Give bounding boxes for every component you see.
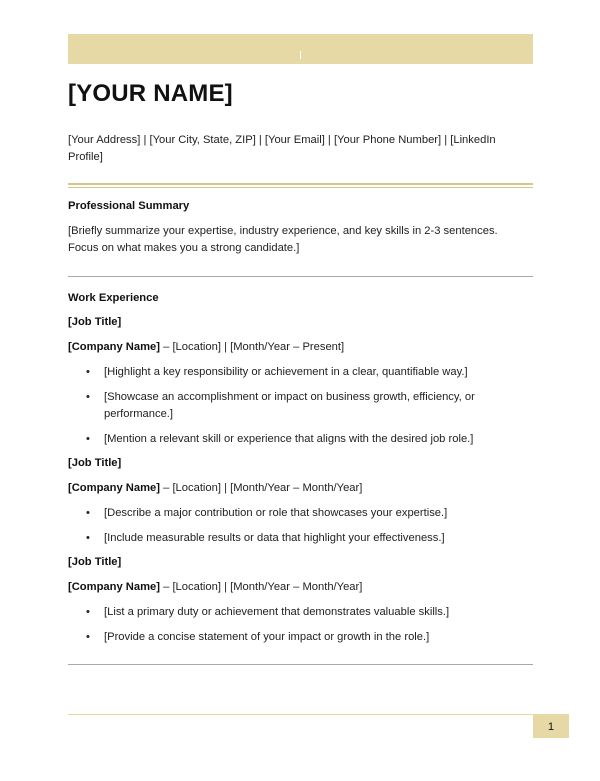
company-name: [Company Name] [68, 482, 161, 494]
list-item: • [Include measurable results or data that highlight your effectiveness.] [86, 530, 506, 547]
footer-divider [68, 714, 533, 715]
header-band [68, 34, 533, 64]
job-bullets [86, 364, 506, 448]
work-experience-heading: Work Experience [68, 292, 159, 304]
section-divider [68, 664, 533, 665]
job-details: – [Location] | [Month/Year – Month/Year] [160, 581, 363, 593]
contact-info: [Your Address] | [Your City, State, ZIP] | [Your Email] | [Your Phone Number] | [LinkedIn Profile] [68, 134, 496, 163]
job-title: [Job Title] [68, 556, 122, 568]
header-divider [68, 183, 533, 189]
list-item: • [Provide a concise statement of your impact or growth in the role.] [86, 629, 506, 646]
job-title: [Job Title] [68, 457, 122, 469]
job-bullets [86, 505, 506, 547]
company-line [68, 581, 362, 593]
list-item: • [Showcase an accomplishment or impact on business growth, efficiency, or performance.] [86, 389, 506, 423]
job-title: [Job Title] [68, 316, 122, 328]
list-item: • [Mention a relevant skill or experience that aligns with the desired job role.] [86, 431, 506, 448]
summary-heading: Professional Summary [68, 200, 190, 212]
page-number: 1 [533, 714, 569, 738]
header-band-mark [300, 51, 301, 59]
company-name: [Company Name] [68, 341, 161, 353]
resume-name: [YOUR NAME] [68, 80, 233, 107]
company-name: [Company Name] [68, 581, 161, 593]
summary-text: [Briefly summarize your expertise, industry experience, and key skills in 2-3 sentences. Focus on what makes you a strong candidate.] [68, 225, 498, 254]
company-line [68, 341, 344, 353]
section-divider [68, 276, 533, 277]
list-item: • [Highlight a key responsibility or achievement in a clear, quantifiable way.] [86, 364, 506, 381]
list-item: • [Describe a major contribution or role that showcases your expertise.] [86, 505, 506, 522]
list-item: • [List a primary duty or achievement that demonstrates valuable skills.] [86, 604, 506, 621]
job-bullets [86, 604, 506, 646]
job-details: – [Location] | [Month/Year – Month/Year] [160, 482, 363, 494]
company-line [68, 482, 362, 494]
job-details: – [Location] | [Month/Year – Present] [160, 341, 345, 353]
